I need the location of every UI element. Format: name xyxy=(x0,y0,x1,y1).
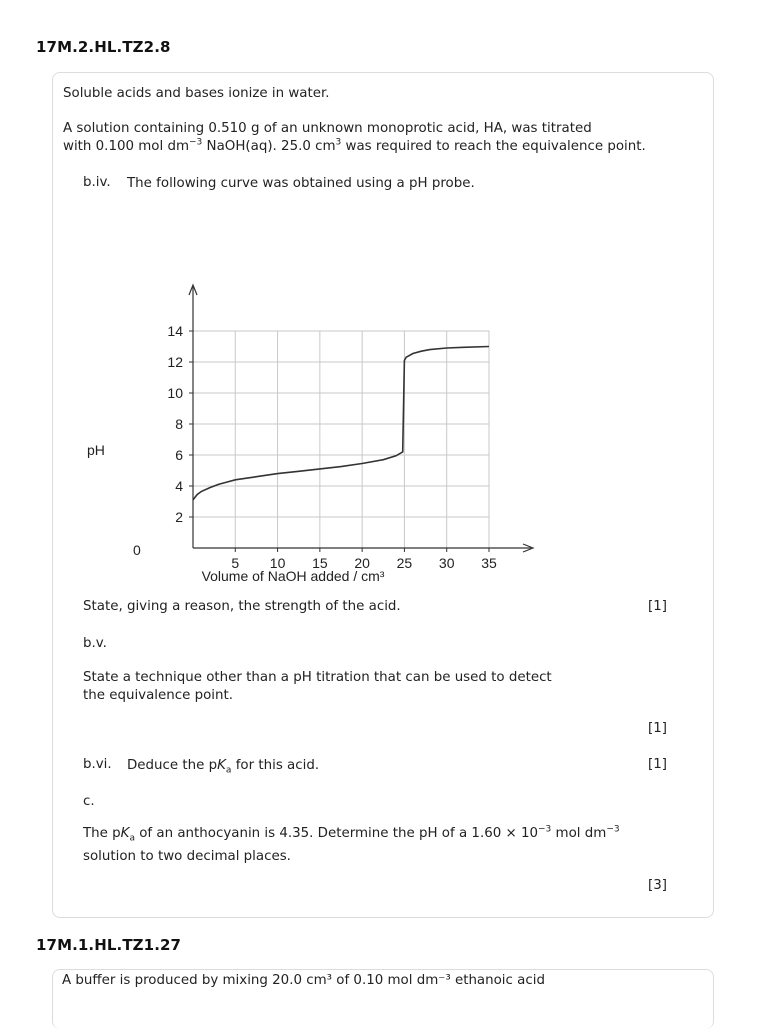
part-biv-marks: [1] xyxy=(648,599,667,614)
part-biv-text: The following curve was obtained using a pH probe. xyxy=(127,176,475,191)
y-axis-label: pH xyxy=(87,442,105,458)
y-tick-label: 14 xyxy=(167,323,183,339)
context-line-1: A solution containing 0.510 g of an unknown monoprotic acid, HA, was titrated xyxy=(63,121,592,136)
x-tick-label: 5 xyxy=(231,555,240,571)
y-tick-label: 2 xyxy=(175,509,183,525)
part-bvi-marks: [1] xyxy=(648,757,667,772)
question-id: 17M.2.HL.TZ2.8 xyxy=(36,38,171,56)
titration-curve-chart xyxy=(85,207,505,587)
x-tick-label: 25 xyxy=(396,555,413,571)
part-bv-marks: [1] xyxy=(648,721,667,736)
question-card xyxy=(52,72,714,918)
part-biv-question: State, giving a reason, the strength of the acid. xyxy=(83,599,401,614)
x-tick-label: 30 xyxy=(438,555,455,571)
part-c-label: c. xyxy=(83,794,95,809)
question-intro: Soluble acids and bases ionize in water. xyxy=(63,86,330,101)
part-bvi-text: Deduce the $pK_a$ for this acid. xyxy=(127,758,320,776)
part-bvi-label: b.vi. xyxy=(83,757,112,772)
context-line-2: with 0.100 mol $dm^{-3}$ NaOH(aq). 25.0 $cm^3$ was required to reach the equivalence point. xyxy=(63,137,646,154)
question-id-next: 17M.1.HL.TZ1.27 xyxy=(36,936,182,954)
question-next-partial-text: A buffer is produced by mixing 20.0 cm³ of 0.10 mol dm⁻³ ethanoic acid xyxy=(62,973,545,988)
part-bv-line-1: State a technique other than a pH titration that can be used to detect xyxy=(83,670,552,685)
x-tick-label: 35 xyxy=(481,555,497,571)
titration-curve-line xyxy=(193,347,489,500)
x-tick-label: 15 xyxy=(312,555,328,571)
part-bv-text xyxy=(83,669,552,705)
y-tick-label: 6 xyxy=(175,447,183,463)
origin-label: 0 xyxy=(133,542,141,558)
chart-grid xyxy=(193,331,489,548)
part-bv-label: b.v. xyxy=(83,636,107,651)
x-tick-label: 20 xyxy=(354,555,370,571)
question-context xyxy=(63,120,646,156)
x-tick-label: 10 xyxy=(269,555,286,571)
chart-axes xyxy=(189,285,533,552)
y-tick-label: 4 xyxy=(175,478,183,494)
x-axis-label: Volume of NaOH added / cm³ xyxy=(201,568,385,584)
y-tick-label: 12 xyxy=(167,354,183,370)
part-c-marks: [3] xyxy=(648,878,667,893)
chart-ticks xyxy=(167,323,497,571)
part-c-line-1: The $pK_a$ of an anthocyanin is 4.35. Determine the pH of a $1.60 \times 10^{-3}$ mol $dm^{-3}$ xyxy=(83,824,620,844)
part-c-text xyxy=(83,825,620,866)
part-bv-line-2: the equivalence point. xyxy=(83,688,234,703)
y-tick-label: 10 xyxy=(167,385,183,401)
part-c-line-2: solution to two decimal places. xyxy=(83,848,291,864)
part-biv-label: b.iv. xyxy=(83,175,111,190)
y-tick-label: 8 xyxy=(175,416,183,432)
